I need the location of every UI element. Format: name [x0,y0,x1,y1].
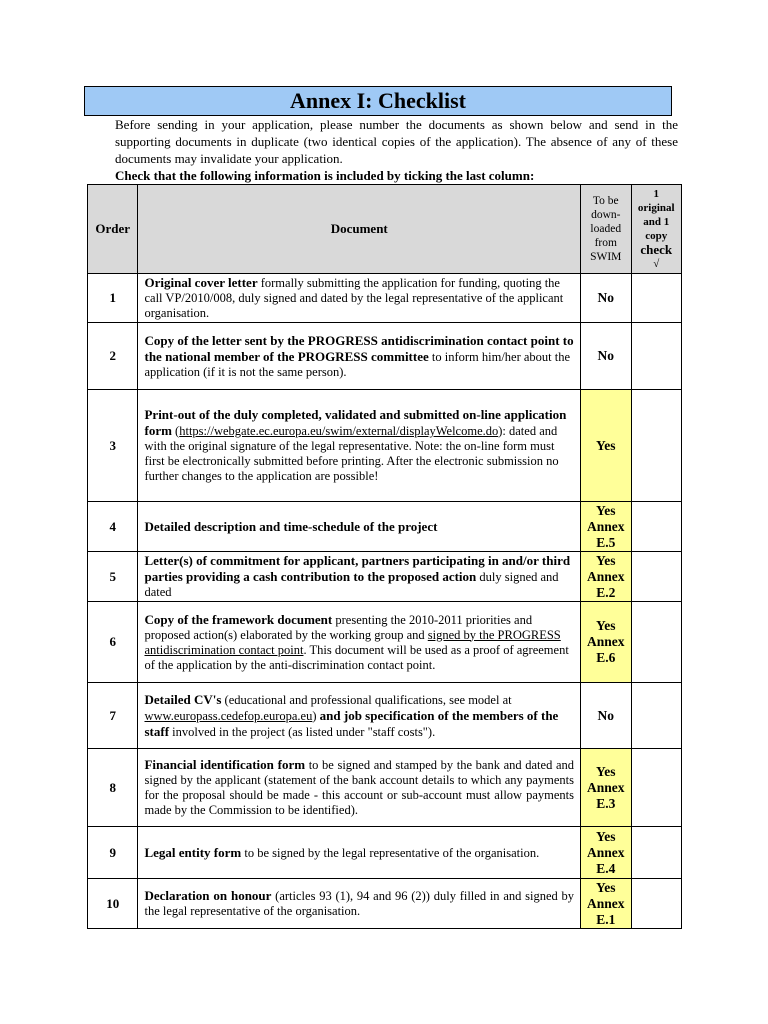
download-annex-ref: E.6 [596,650,616,665]
table-row [88,749,682,827]
doc-text: presenting the 2010-2011 priorities and proposed action(s) elaborated by the working group and [144,612,533,642]
row-check-cell[interactable] [631,323,682,390]
doc-title: Detailed CV's [144,691,222,707]
row-order: 10 [88,879,138,929]
row-check-cell[interactable] [631,274,682,323]
row-order: 5 [88,552,138,602]
row-download [581,390,631,502]
download-annex: Annex [587,634,625,649]
row-download [581,323,631,390]
header-row [88,185,682,274]
header-download-line: down- [591,209,621,221]
row-download [581,827,631,879]
doc-title: Legal entity form [144,844,242,860]
row-check-cell[interactable] [631,749,682,827]
header-download-line: To be [592,195,619,207]
checklist-table [87,184,682,929]
download-value: No [597,707,614,723]
row-order: 9 [88,827,138,879]
intro-section [115,116,678,184]
doc-text: (educational and professional qualifications, see model at [221,692,512,707]
row-document [138,274,581,323]
download-value: Yes [596,879,616,895]
doc-text: (articles 93 (1), 94 and 96 (2)) duly filled in and signed by the legal representative of the organisation. [144,889,575,918]
doc-text: ) [312,708,320,723]
doc-title: Detailed description and time-schedule of the project [144,518,438,534]
download-value: Yes [596,502,616,518]
doc-text: to be signed and stamped by the bank and dated and signed by the applicant (statement of the bank account details to which any payments for the proposal should be made - this account or sub-account must allow payments made by the Commission to be identified). [144,758,575,817]
doc-text: formally submitting the application for funding, quoting the call VP/2010/008, duly signed and dated by the legal representative of the applicant organisation. [144,276,564,320]
download-annex: Annex [587,568,625,584]
download-annex: Annex [587,895,625,911]
doc-text: involved in the project (as listed under "staff costs"). [169,724,436,739]
row-download [581,749,631,827]
row-check-cell[interactable] [631,683,682,749]
table-row [88,879,682,929]
row-document [138,502,581,552]
download-annex: Annex [587,844,625,860]
header-copies-line: original [637,202,675,214]
row-order: 4 [88,502,138,552]
download-annex-ref: E.5 [596,534,616,550]
doc-title: Print-out of the duly completed, validated and submitted on-line application form [144,407,567,438]
download-value: Yes [596,437,616,453]
row-download [581,274,631,323]
row-order: 7 [88,683,138,749]
header-copies-line: copy [645,230,668,242]
header-check: check [640,242,673,257]
intro-text: Before sending in your application, please number the documents as shown below and send in the supporting documents in duplicate (two identical copies of the application). The absence of any of these documents may invalidate your application. [115,117,678,166]
doc-text: ( [171,424,180,438]
download-annex-ref: E.3 [596,795,616,811]
doc-title: Declaration on honour [144,888,272,903]
table-row [88,390,682,502]
download-value: No [597,348,614,363]
row-check-cell[interactable] [631,602,682,683]
header-order: Order [88,185,138,274]
header-download-line: loaded [590,223,622,235]
row-document [138,552,581,602]
header-download-line: from [594,237,617,249]
header-copies [631,185,682,274]
row-check-cell[interactable] [631,552,682,602]
download-value: Yes [596,618,616,633]
row-check-cell[interactable] [631,390,682,502]
table-row [88,683,682,749]
download-annex-ref: E.1 [596,911,616,927]
row-order: 8 [88,749,138,827]
table-row [88,274,682,323]
row-document [138,749,581,827]
row-download [581,683,631,749]
doc-text: to be signed by the legal representative of the organisation. [241,845,540,860]
doc-title: and job specification of the members of the staff [144,707,559,739]
download-annex-ref: E.2 [596,584,616,600]
row-document [138,879,581,929]
header-download-line: SWIM [590,251,622,263]
row-check-cell[interactable] [631,502,682,552]
doc-title: Original cover letter [144,275,258,290]
doc-title: Copy of the framework document [144,611,333,627]
table-row [88,323,682,390]
table-row [88,827,682,879]
row-download [581,602,631,683]
doc-text: ): dated and with the original signature of the legal representative. Note: the on-line form must first be electronically submitted before printing. After the electronic submission no further changes to the application are possible! [144,424,559,483]
header-document: Document [138,185,581,274]
download-value: No [597,290,614,305]
row-download [581,879,631,929]
doc-link[interactable]: www.europass.cedefop.europa.eu [144,708,313,723]
doc-text: duly signed and dated [144,570,559,599]
row-order: 1 [88,274,138,323]
download-value: Yes [596,828,616,844]
row-document [138,323,581,390]
intro-instruction: Check that the following information is included by ticking the last column: [115,168,535,183]
row-download [581,552,631,602]
download-value: Yes [596,552,616,568]
doc-underlined-text: signed by the PROGRESS antidiscrimination contact point [144,627,561,657]
header-download [581,185,631,274]
row-document [138,827,581,879]
download-value: Yes [596,763,616,779]
table-row [88,552,682,602]
download-annex: Annex [587,518,625,534]
download-annex-ref: E.4 [596,860,616,876]
row-check-cell[interactable] [631,879,682,929]
doc-text: . This document will be used as a proof of agreement of the application by the anti-discrimination contact point. [144,642,569,672]
row-download [581,502,631,552]
row-order: 3 [88,390,138,502]
download-annex: Annex [587,779,625,795]
row-document [138,683,581,749]
doc-title: Copy of the letter sent by the PROGRESS antidiscrimination contact point to the national member of the PROGRESS committee [144,332,574,364]
doc-title: Financial identification form [144,757,306,772]
doc-title: Letter(s) of commitment for applicant, partners participating in and/or third parties providing a cash contribution to the proposed action [144,553,571,584]
row-order: 6 [88,602,138,683]
table-row [88,502,682,552]
page-title: Annex I: Checklist [84,86,672,116]
check-mark-icon: √ [653,258,660,270]
doc-link[interactable]: https://webgate.ec.europa.eu/swim/external/displayWelcome.do [179,424,499,438]
header-copies-line: and 1 [643,216,670,228]
header-copies-line: 1 [653,188,659,200]
row-document [138,602,581,683]
row-check-cell[interactable] [631,827,682,879]
table-row [88,602,682,683]
row-order: 2 [88,323,138,390]
doc-text: to inform him/her about the application (if it is not the same person). [144,349,571,379]
row-document [138,390,581,502]
